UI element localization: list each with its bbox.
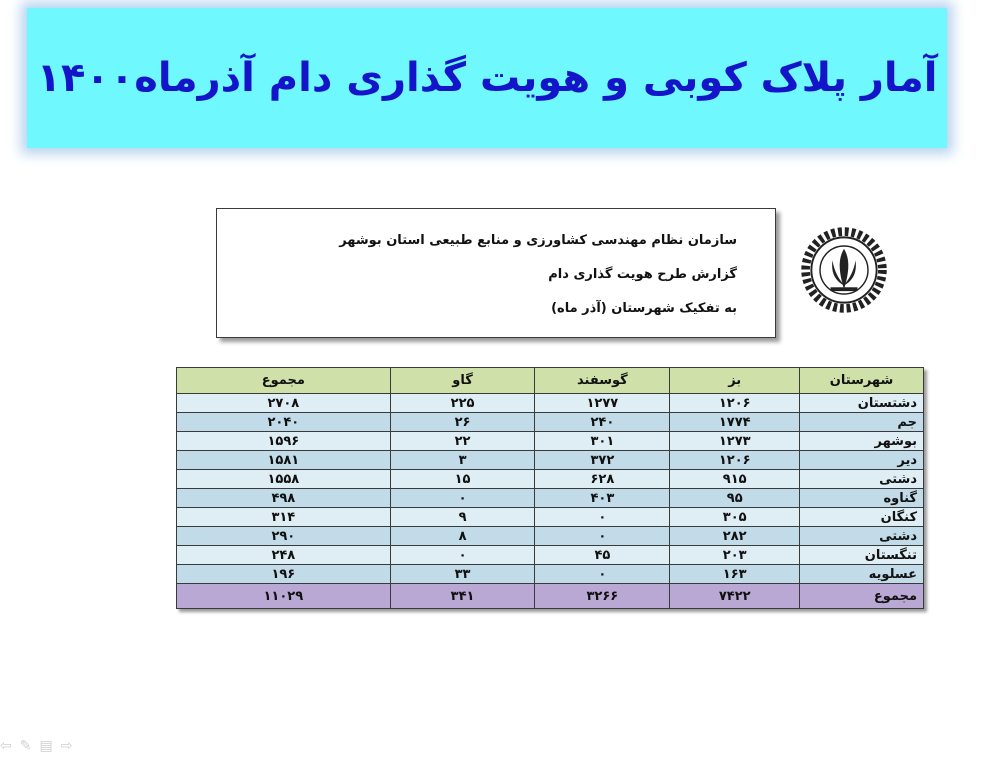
pen-icon[interactable]: ✎: [19, 738, 32, 754]
report-subject-line: گزارش طرح هویت گذاری دام: [548, 267, 737, 282]
city-cell: بوشهر: [800, 432, 924, 451]
sheep-cell: ۰: [535, 565, 670, 584]
report-header-box: [216, 208, 776, 338]
goat-cell: ۱۶۳: [670, 565, 800, 584]
sheep-cell: ۳۷۲: [535, 451, 670, 470]
goat-cell: ۲۸۲: [670, 527, 800, 546]
goat-cell: ۲۰۳: [670, 546, 800, 565]
livestock-stats-table: [176, 367, 924, 609]
total-label-cell: مجموع: [800, 584, 924, 609]
title-banner: [27, 8, 947, 148]
sheep-cell: ۶۲۸: [535, 470, 670, 489]
total-cell: ۲۰۴۰: [177, 413, 391, 432]
grand-total-cell: ۱۱۰۲۹: [177, 584, 391, 609]
goat-cell: ۹۱۵: [670, 470, 800, 489]
back-arrow-icon[interactable]: ⇦: [0, 738, 12, 754]
goat-cell: ۱۷۷۴: [670, 413, 800, 432]
table-row: [177, 508, 924, 527]
header-cow: گاو: [390, 368, 535, 394]
total-cell: ۴۹۸: [177, 489, 391, 508]
cow-cell: ۹: [390, 508, 535, 527]
menu-icon[interactable]: ▤: [39, 738, 53, 754]
city-cell: تنگستان: [800, 546, 924, 565]
total-cell: ۱۵۹۶: [177, 432, 391, 451]
table-row: [177, 546, 924, 565]
city-cell: جم: [800, 413, 924, 432]
header-city: شهرستان: [800, 368, 924, 394]
goat-cell: ۱۲۰۶: [670, 394, 800, 413]
cow-cell: ۳۳: [390, 565, 535, 584]
report-breakdown-line: به تفکیک شهرستان (آذر ماه): [551, 301, 737, 316]
cow-cell: ۰: [390, 546, 535, 565]
sheep-cell: ۳۰۱: [535, 432, 670, 451]
header-sheep: گوسفند: [535, 368, 670, 394]
table-total-row: [177, 584, 924, 609]
total-cell: ۳۱۴: [177, 508, 391, 527]
cow-total-cell: ۳۴۱: [390, 584, 535, 609]
goat-cell: ۹۵: [670, 489, 800, 508]
slideshow-nav: [0, 738, 72, 754]
table-row: [177, 451, 924, 470]
cow-cell: ۰: [390, 489, 535, 508]
table-row: [177, 394, 924, 413]
report-org-line: سازمان نظام مهندسی کشاورزی و منابع طبیعی استان بوشهر: [339, 233, 737, 248]
header-total: مجموع: [177, 368, 391, 394]
table-header-row: [177, 368, 924, 394]
cow-cell: ۱۵: [390, 470, 535, 489]
city-cell: دشتستان: [800, 394, 924, 413]
cow-cell: ۲۲۵: [390, 394, 535, 413]
cow-cell: ۳: [390, 451, 535, 470]
goat-cell: ۳۰۵: [670, 508, 800, 527]
goat-cell: ۱۲۷۳: [670, 432, 800, 451]
sheep-total-cell: ۳۲۶۶: [535, 584, 670, 609]
table-row: [177, 432, 924, 451]
table-row: [177, 413, 924, 432]
cow-cell: ۸: [390, 527, 535, 546]
forward-arrow-icon[interactable]: ⇨: [60, 738, 73, 754]
city-cell: گناوه: [800, 489, 924, 508]
city-cell: دیر: [800, 451, 924, 470]
city-cell: دشتی: [800, 527, 924, 546]
total-cell: ۲۷۰۸: [177, 394, 391, 413]
organization-logo: [796, 222, 892, 318]
sheep-cell: ۰: [535, 527, 670, 546]
header-goat: بز: [670, 368, 800, 394]
goat-cell: ۱۲۰۶: [670, 451, 800, 470]
sheep-cell: ۴۰۳: [535, 489, 670, 508]
total-cell: ۱۵۵۸: [177, 470, 391, 489]
sheep-cell: ۱۲۷۷: [535, 394, 670, 413]
table-row: [177, 489, 924, 508]
table-row: [177, 527, 924, 546]
total-cell: ۱۵۸۱: [177, 451, 391, 470]
sheep-cell: ۴۵: [535, 546, 670, 565]
goat-total-cell: ۷۴۲۲: [670, 584, 800, 609]
table-row: [177, 565, 924, 584]
page-title: آمار پلاک کوبی و هویت گذاری دام آذرماه۱۴۰۰: [36, 55, 938, 101]
cow-cell: ۲۲: [390, 432, 535, 451]
total-cell: ۱۹۶: [177, 565, 391, 584]
city-cell: دشتی: [800, 470, 924, 489]
cow-cell: ۲۶: [390, 413, 535, 432]
table-row: [177, 470, 924, 489]
city-cell: کنگان: [800, 508, 924, 527]
city-cell: عسلویه: [800, 565, 924, 584]
total-cell: ۲۴۸: [177, 546, 391, 565]
sheep-cell: ۲۴۰: [535, 413, 670, 432]
total-cell: ۲۹۰: [177, 527, 391, 546]
sheep-cell: ۰: [535, 508, 670, 527]
